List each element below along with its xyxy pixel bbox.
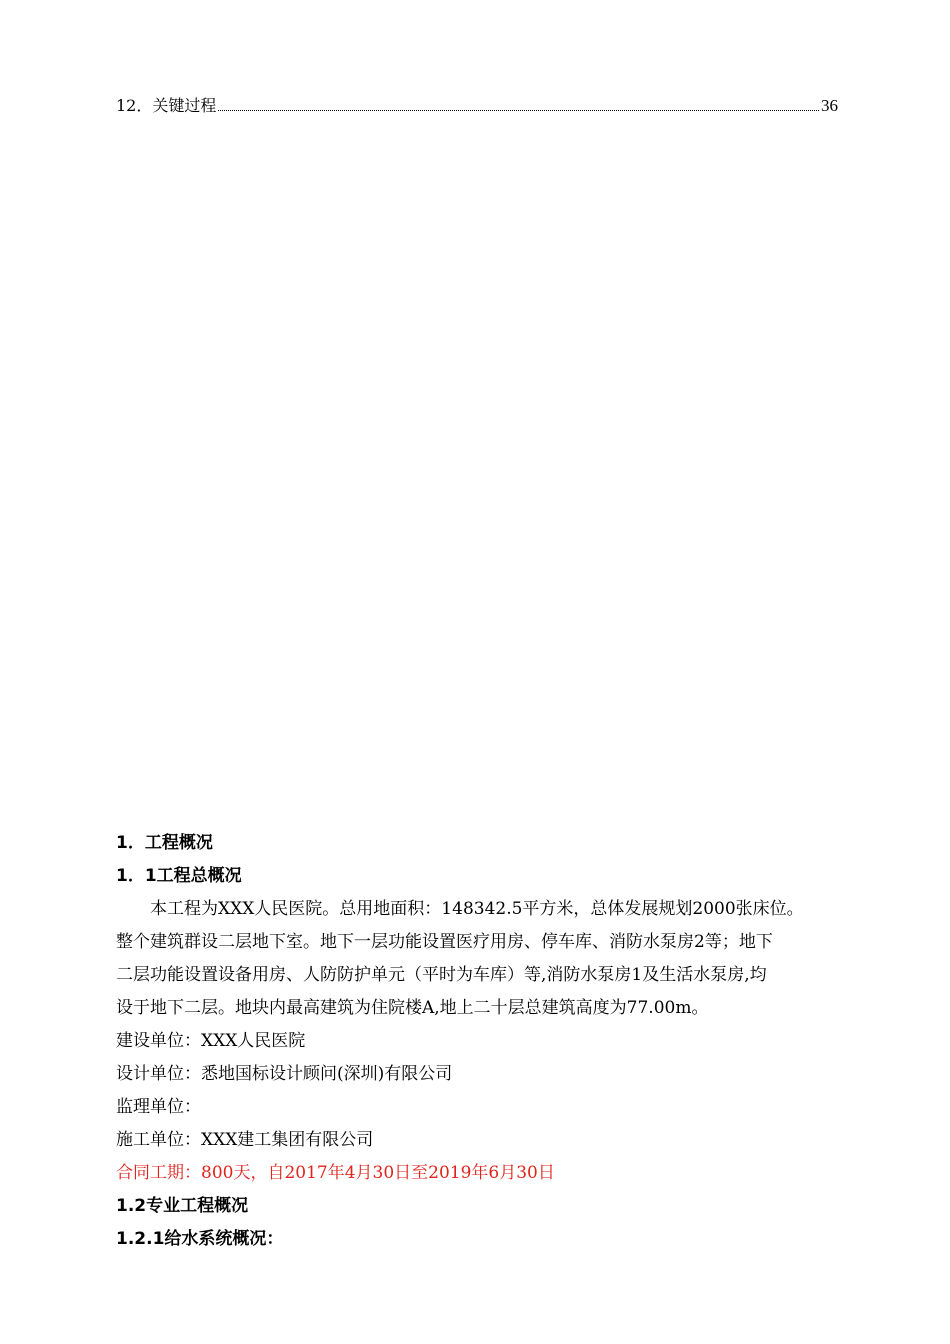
paragraph-line: 二层功能设置设备用房、人防防护单元（平时为车库）等,消防水泵房1及生活水泵房,均: [116, 965, 767, 985]
toc-entry-label: 12．关键过程: [116, 96, 217, 115]
toc-entry-key-process[interactable]: [116, 92, 838, 116]
designer-line: 设计单位：悉地国标设计顾问(深圳)有限公司: [116, 1064, 453, 1084]
heading-general-overview: 1．1工程总概况: [116, 866, 242, 886]
paragraph-line: 设于地下二层。地块内最高建筑为住院楼A,地上二十层总建筑高度为77.00m。: [116, 998, 709, 1018]
contractor-line: 施工单位：XXX建工集团有限公司: [116, 1130, 374, 1150]
toc-leader-dots: [218, 109, 819, 111]
toc-page-number: 36: [821, 96, 838, 115]
heading-project-overview: 1．工程概况: [116, 833, 213, 853]
paragraph-line: 本工程为XXX人民医院。总用地面积：148342.5平方米，总体发展规划2000张床位。: [150, 899, 804, 919]
document-body: [116, 827, 876, 1256]
owner-line: 建设单位：XXX人民医院: [116, 1031, 306, 1051]
heading-water-supply: 1.2.1给水系统概况：: [116, 1229, 284, 1249]
heading-specialty-overview: 1.2专业工程概况: [116, 1196, 249, 1216]
contract-duration-line: 合同工期：800天，自2017年4月30日至2019年6月30日: [116, 1163, 555, 1183]
paragraph-line: 整个建筑群设二层地下室。地下一层功能设置医疗用房、停车库、消防水泵房2等；地下: [116, 932, 773, 952]
supervisor-line: 监理单位：: [116, 1097, 201, 1117]
